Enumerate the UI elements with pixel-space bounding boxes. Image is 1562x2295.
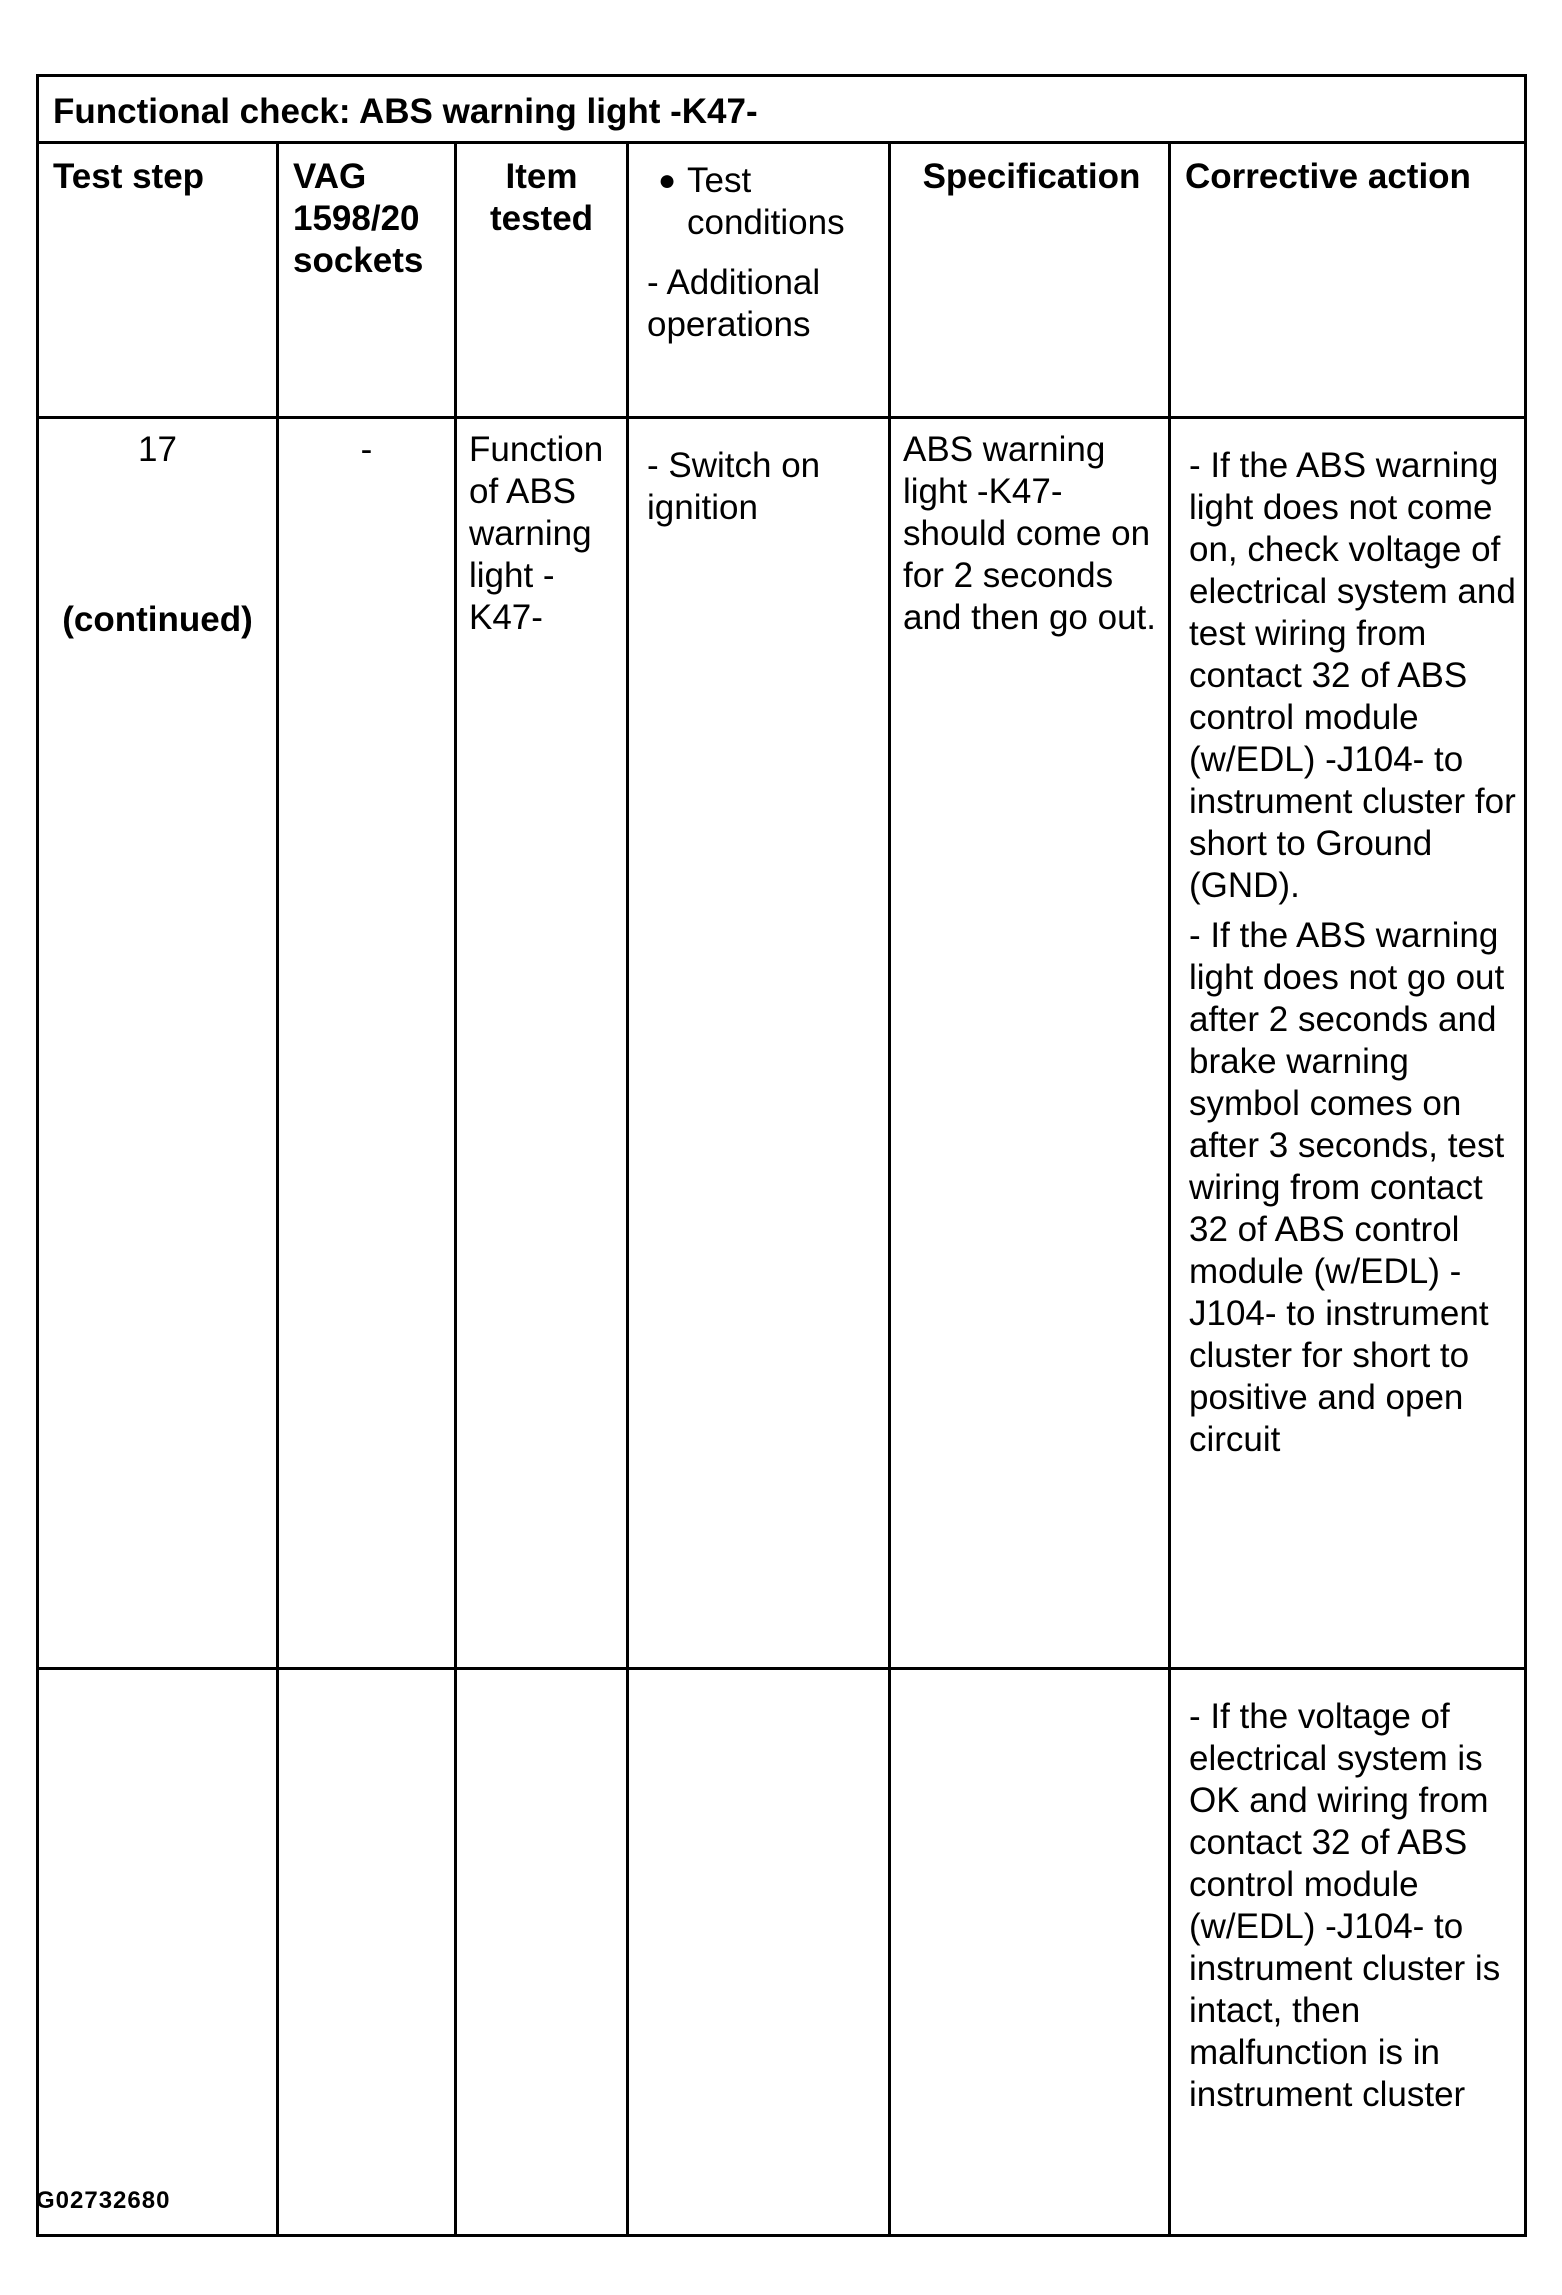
corrective-action-text: - If the ABS warning light does not come on, check voltage of electrical system and test wiring from contact 32 of ABS control module (w/EDL) -J104- to instrument cluster for short to Ground (GND). [1189, 446, 1516, 905]
header-item-tested-label: Item tested [489, 157, 594, 238]
header-sockets [278, 143, 456, 418]
table-row [38, 418, 1526, 1669]
cell-sockets [278, 1669, 456, 2236]
cell-conditions: - Switch on ignition [628, 418, 890, 1669]
test-step-number: 17 [138, 430, 177, 469]
cell-conditions [628, 1669, 890, 2236]
header-test-step: Test step [38, 143, 278, 418]
figure-id: G02732680 [36, 2187, 171, 2214]
cell-corrective-action [1170, 418, 1526, 1669]
cell-test-step [38, 418, 278, 1669]
table-title: Functional check: ABS warning light -K47- [38, 76, 1526, 143]
corrective-action-text: - If the ABS warning light does not go out after 2 seconds and brake warning symbol comes on after 3 seconds, test wiring from contact 32 of ABS control module (w/EDL) -J104- to instrument cluster for short to positive and open circuit [1189, 916, 1505, 1459]
table-row [38, 1669, 1526, 2236]
cell-specification: ABS warning light -K47- should come on for 2 seconds and then go out. [890, 418, 1170, 1669]
header-row [38, 143, 1526, 418]
header-corrective-action: Corrective action [1170, 143, 1526, 418]
corrective-action-text: - If the voltage of electrical system is OK and wiring from contact 32 of ABS control module (w/EDL) -J104- to instrument cluster is intact, then malfunction is in instrument cluster [1189, 1697, 1501, 2114]
cell-sockets: - [278, 418, 456, 1669]
header-test-conditions [628, 143, 890, 418]
header-specification: Specification [890, 143, 1170, 418]
header-test-conditions-label: Test conditions [687, 161, 845, 242]
cell-test-step [38, 1669, 278, 2236]
header-item-tested [456, 143, 628, 418]
functional-check-table [36, 74, 1527, 2237]
test-step-continued: (continued) [62, 600, 253, 639]
cell-item-tested: Function of ABS warning light -K47- [456, 418, 628, 1669]
cell-item-tested [456, 1669, 628, 2236]
header-sockets-label: VAG 1598/20 sockets [293, 157, 424, 280]
header-additional-operations: - Additional operations [647, 263, 821, 344]
bullet-icon: ● [657, 164, 677, 197]
cell-specification [890, 1669, 1170, 2236]
cell-corrective-action [1170, 1669, 1526, 2236]
